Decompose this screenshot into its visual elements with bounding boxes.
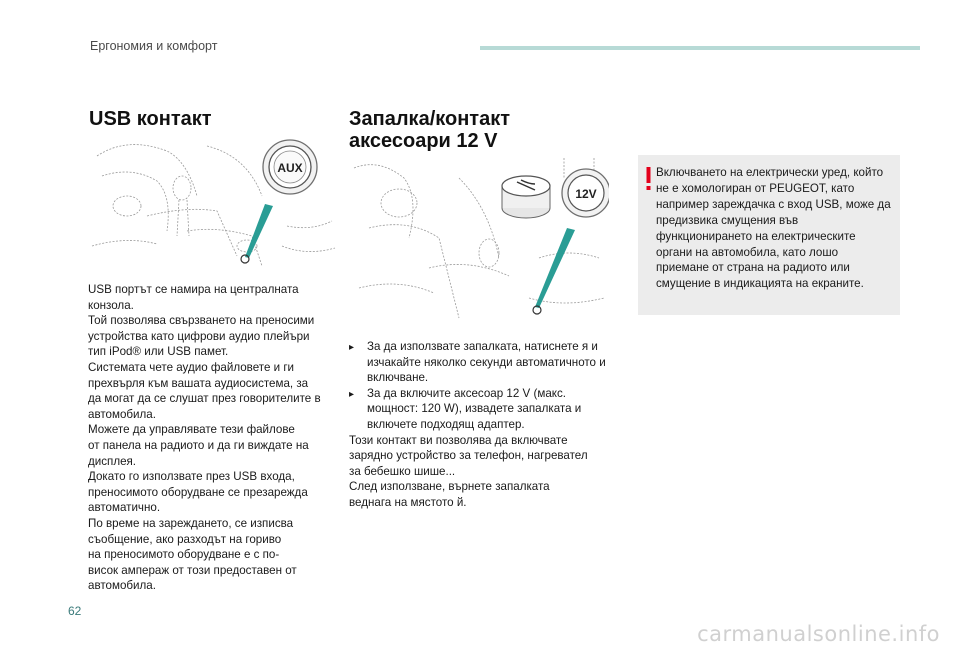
header-rule [480, 46, 920, 50]
usb-text-line: автоматично. [88, 501, 161, 515]
accessory-illustration [349, 158, 609, 328]
usb-text-line: висок ампераж от този предоставен от [88, 563, 297, 577]
aux-badge: AUX [277, 161, 303, 175]
usb-text-line: съобщение, ако разходът на гориво [88, 532, 282, 546]
usb-text-line: прехвърля към вашата аудиосистема, за [88, 376, 309, 390]
usb-text-line: Докато го използвате през USB входа, [88, 470, 295, 484]
usb-text-line: дисплея. [88, 454, 137, 468]
usb-text-line: автомобила. [88, 579, 156, 593]
12v-badge: 12V [575, 187, 597, 201]
accessory-instructions [349, 339, 614, 511]
usb-text-line: на преносимото оборудване е с по- [88, 548, 280, 562]
watermark: carmanualsonline.info [697, 622, 940, 646]
usb-text-line: устройства като цифрови аудио плейъри [88, 329, 310, 343]
usb-text-line: преносимото оборудване се презарежда [88, 485, 308, 499]
usb-title: USB контакт [89, 108, 212, 130]
accessory-text-line: Този контакт ви позволява да включвате [349, 433, 568, 447]
arrow-bullet-icon: ▸ [349, 388, 355, 400]
usb-illustration [87, 136, 340, 272]
usb-heading [89, 108, 329, 130]
page-number: 62 [68, 604, 82, 618]
usb-text-line: Системата чете аудио файловете и ги [88, 360, 295, 374]
accessory-text-line: След използване, върнете запалката [349, 480, 550, 494]
usb-text-line: По време на зареждането, се изписва [88, 516, 294, 530]
warning-box [638, 155, 900, 315]
bullet-text: За да включите аксесоар 12 V (макс. мощност: 120 W), извадете запалката и включете подходящ адаптер. [367, 386, 582, 431]
warning-text: Включването на електрически уред, който не е хомологиран от PEUGEOT, като например зареждачка с вход USB, може да предизвика смущения във функционирането на електрическите органи на автомобила, като лошо приемане от страна на радиото или смущение в индикацията на екраните. [656, 166, 891, 291]
usb-text-line: Той позволява свързването на преносими [88, 314, 315, 328]
accessory-heading [349, 108, 609, 152]
accessory-text-line: за бебешко шише... [349, 464, 456, 478]
usb-text-line: от панела на радиото и да ги виждате на [88, 438, 309, 452]
accessory-text-line: веднага на мястото й. [349, 495, 467, 509]
bullet-item [349, 339, 614, 386]
usb-text-line: да могат да се слушат през говорителите в [88, 392, 321, 406]
accessory-title-line1: Запалка/контакт [349, 108, 511, 130]
usb-text-line: тип iPod® или USB памет. [88, 345, 229, 359]
accessory-text-line: зарядно устройство за телефон, нагревател [349, 449, 588, 463]
accessory-title-line2: аксесоари 12 V [349, 130, 498, 152]
section-title: Ергономия и комфорт [90, 39, 218, 53]
usb-text-line: Можете да управлявате тези файлове [88, 423, 295, 437]
usb-text-line: конзола. [88, 298, 134, 312]
usb-text-line: USB портът се намира на централната [88, 283, 299, 296]
bullet-item [349, 386, 614, 433]
accessory-paragraph [349, 433, 614, 511]
arrow-bullet-icon: ▸ [349, 342, 355, 353]
bullet-text: За да използвате запалката, натиснете я и изчакайте няколко секунди автоматичното и включване. [367, 340, 606, 385]
usb-description [88, 282, 343, 594]
warning-exclamation-icon [646, 167, 651, 191]
usb-text-line: автомобила. [88, 407, 156, 421]
